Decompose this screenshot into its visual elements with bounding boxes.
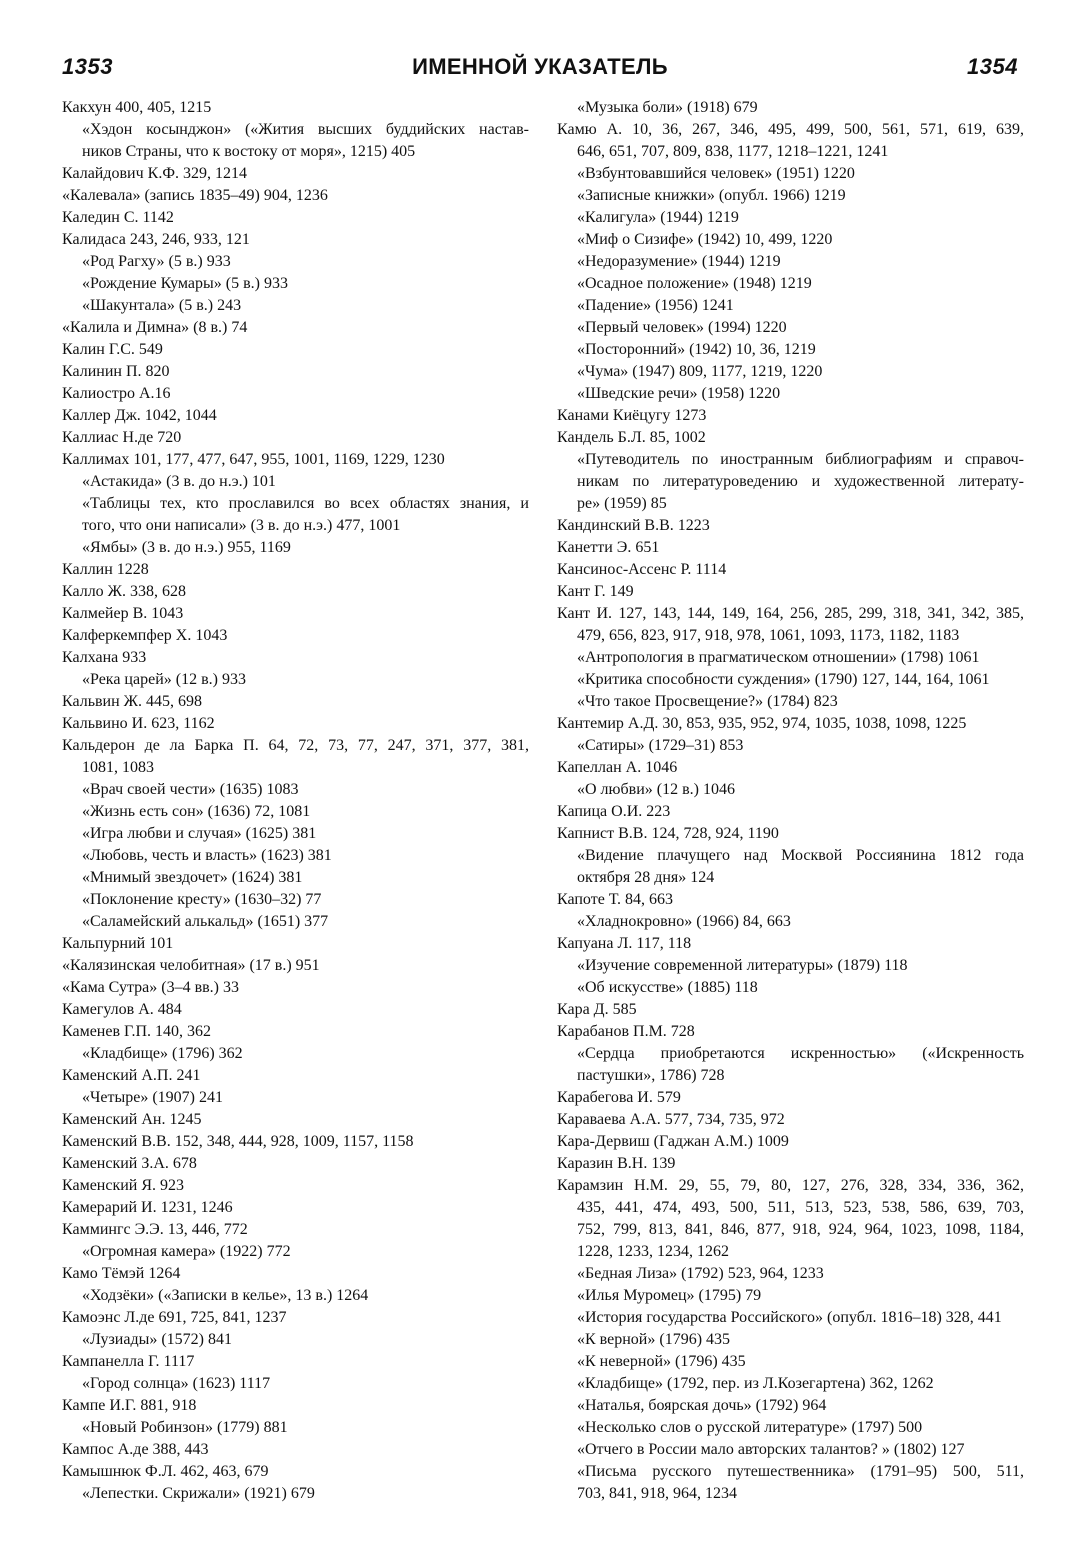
index-subentry: «Река царей» (12 в.) 933	[82, 671, 246, 688]
index-entry: Каллин 1228	[62, 561, 149, 578]
index-entry: Кампос А.де 388, 443	[62, 1441, 209, 1458]
index-continuation: 479, 656, 823, 917, 918, 978, 1061, 1093, 1173, 1182, 1183	[577, 627, 960, 644]
index-subentry: «Рождение Кумары» (5 в.) 933	[82, 275, 288, 292]
index-subentry: «Чума» (1947) 809, 1177, 1219, 1220	[577, 363, 823, 380]
index-continuation: пастушки», 1786) 728	[577, 1067, 725, 1084]
index-entry: Кара-Дервиш (Гаджан А.М.) 1009	[557, 1133, 789, 1150]
index-subentry: «Саламейский алькальд» (1651) 377	[82, 913, 329, 930]
index-entry: Канами Киёцугу 1273	[557, 407, 707, 424]
index-entry: Кампе И.Г. 881, 918	[62, 1397, 197, 1414]
right-page-number: 1354	[967, 54, 1018, 79]
index-entry: Камю А. 10, 36, 267, 346, 495, 499, 500, 561, 571, 619, 639,	[557, 121, 1024, 138]
index-subentry: «Четыре» (1907) 241	[82, 1089, 223, 1106]
index-subentry: «К неверной» (1796) 435	[577, 1353, 746, 1370]
index-entry: Каменский Я. 923	[62, 1177, 185, 1194]
index-subentry: «Падение» (1956) 1241	[577, 297, 734, 314]
index-subentry: «Любовь, честь и власть» (1623) 381	[82, 847, 332, 864]
index-entry: Каллер Дж. 1042, 1044	[62, 407, 217, 424]
index-entry: Камегулов А. 484	[62, 1001, 182, 1018]
index-entry: Канетти Э. 651	[557, 539, 660, 556]
index-entry: Каллиас Н.де 720	[62, 429, 182, 446]
index-entry: Калиостро А.16	[62, 385, 171, 402]
index-subentry: «Об искусстве» (1885) 118	[577, 979, 758, 996]
index-entry: Камерарий И. 1231, 1246	[62, 1199, 233, 1216]
index-entry: Камоэнс Л.де 691, 725, 841, 1237	[62, 1309, 287, 1326]
index-entry: Калинин П. 820	[62, 363, 170, 380]
index-subentry: «Огромная камера» (1922) 772	[82, 1243, 291, 1260]
index-continuation: никам по литературоведению и художественной литерату-	[577, 473, 1024, 490]
index-entry: «Калевала» (запись 1835–49) 904, 1236	[62, 187, 328, 204]
index-entry: Кансинос-Ассенс Р. 1114	[557, 561, 727, 578]
page-header	[0, 54, 1080, 90]
index-continuation: 1228, 1233, 1234, 1262	[577, 1243, 729, 1260]
index-entry: Карабегова И. 579	[557, 1089, 681, 1106]
index-subentry: «Сердца приобретаются искренностью» («Искренность	[577, 1045, 1024, 1062]
index-entry: Каммингс Э.Э. 13, 446, 772	[62, 1221, 248, 1238]
left-page-number: 1353	[62, 54, 113, 79]
index-entry: «Калязинская челобитная» (17 в.) 951	[62, 957, 320, 974]
index-entry: «Кама Сутра» (3–4 вв.) 33	[62, 979, 240, 996]
index-continuation: 646, 651, 707, 809, 838, 1177, 1218–1221, 1241	[577, 143, 889, 160]
index-entry: Кантемир А.Д. 30, 853, 935, 952, 974, 1035, 1038, 1098, 1225	[557, 715, 967, 732]
index-entry: Капоте Т. 84, 663	[557, 891, 673, 908]
index-continuation: ников Страны, что к востоку от моря», 1215) 405	[82, 143, 416, 160]
index-entry: Кант Г. 149	[557, 583, 634, 600]
index-entry: Камышнюк Ф.Л. 462, 463, 679	[62, 1463, 269, 1480]
index-subentry: «Первый человек» (1994) 1220	[577, 319, 787, 336]
index-subentry: «Путеводитель по иностранным библиографиям и справоч-	[577, 451, 1024, 468]
index-entry: Каменский А.П. 241	[62, 1067, 201, 1084]
index-entry: Каменский В.В. 152, 348, 444, 928, 1009, 1157, 1158	[62, 1133, 414, 1150]
index-continuation: октября 28 дня» 124	[577, 869, 715, 886]
index-entry: Каменский З.А. 678	[62, 1155, 197, 1172]
left-column	[62, 97, 529, 1505]
index-entry: Кальдерон де ла Барка П. 64, 72, 73, 77, 247, 371, 377, 381,	[62, 737, 529, 754]
index-subentry: «Миф о Сизифе» (1942) 10, 499, 1220	[577, 231, 833, 248]
right-column	[557, 97, 1024, 1505]
index-subentry: «К верной» (1796) 435	[577, 1331, 731, 1348]
index-entry: Калхана 933	[62, 649, 147, 666]
index-subentry: «Что такое Просвещение?» (1784) 823	[577, 693, 838, 710]
index-continuation: того, что они написали» (3 в. до н.э.) 477, 1001	[82, 517, 401, 534]
index-entry: Капуана Л. 117, 118	[557, 935, 692, 952]
index-entry: Кара Д. 585	[557, 1001, 637, 1018]
index-subentry: «Видение плачущего над Москвой Россиянина 1812 года	[577, 847, 1024, 864]
index-subentry: «Шакунтала» (5 в.) 243	[82, 297, 242, 314]
index-entry: Кандель Б.Л. 85, 1002	[557, 429, 706, 446]
index-subentry: «Лузиады» (1572) 841	[82, 1331, 232, 1348]
index-entry: Карамзин Н.М. 29, 55, 79, 80, 127, 276, 328, 334, 336, 362,	[557, 1177, 1024, 1194]
index-entry: Капнист В.В. 124, 728, 924, 1190	[557, 825, 779, 842]
index-entry: Калайдович К.Ф. 329, 1214	[62, 165, 247, 182]
index-entry: Калмейер В. 1043	[62, 605, 184, 622]
index-entry: Калидаса 243, 246, 933, 121	[62, 231, 250, 248]
index-entry: Кальвино И. 623, 1162	[62, 715, 215, 732]
index-subentry: «Посторонний» (1942) 10, 36, 1219	[577, 341, 816, 358]
index-subentry: «Жизнь есть сон» (1636) 72, 1081	[82, 803, 311, 820]
index-subentry: «О любви» (12 в.) 1046	[577, 781, 735, 798]
index-entry: Каллимах 101, 177, 477, 647, 955, 1001, 1169, 1229, 1230	[62, 451, 445, 468]
index-subentry: «Кладбище» (1792, пер. из Л.Козегартена) 362, 1262	[577, 1375, 934, 1392]
index-subentry: «Калигула» (1944) 1219	[577, 209, 739, 226]
index-subentry: «Музыка боли» (1918) 679	[577, 99, 758, 116]
index-subentry: «Записные книжки» (опубл. 1966) 1219	[577, 187, 846, 204]
index-subentry: «Хэдон косынджон» («Жития высших буддийских настав-	[82, 121, 529, 138]
index-subentry: «Илья Муромец» (1795) 79	[577, 1287, 762, 1304]
index-entry: Калин Г.С. 549	[62, 341, 163, 358]
index-continuation: 435, 441, 474, 493, 500, 511, 513, 523, 538, 586, 639, 703,	[577, 1199, 1024, 1216]
index-subentry: «Таблицы тех, кто прославился во всех областях знания, и	[82, 495, 529, 512]
index-subentry: «Игра любви и случая» (1625) 381	[82, 825, 317, 842]
index-entry: Калло Ж. 338, 628	[62, 583, 187, 600]
index-entry: Какхун 400, 405, 1215	[62, 99, 212, 116]
index-entry: Кампанелла Г. 1117	[62, 1353, 195, 1370]
index-subentry: «Антропология в прагматическом отношении» (1798) 1061	[577, 649, 980, 666]
index-entry: «Калила и Димна» (8 в.) 74	[62, 319, 248, 336]
index-continuation: 1081, 1083	[82, 759, 154, 776]
index-entry: Каразин В.Н. 139	[557, 1155, 676, 1172]
index-subentry: «Астакида» (3 в. до н.э.) 101	[82, 473, 276, 490]
index-subentry: «Город солнца» (1623) 1117	[82, 1375, 271, 1392]
index-subentry: «Врач своей чести» (1635) 1083	[82, 781, 299, 798]
index-entry: Караваева А.А. 577, 734, 735, 972	[557, 1111, 785, 1128]
index-entry: Каледин С. 1142	[62, 209, 174, 226]
index-subentry: «Бедная Лиза» (1792) 523, 964, 1233	[577, 1265, 824, 1282]
index-entry: Капеллан А. 1046	[557, 759, 678, 776]
index-subentry: «Ходзёки» («Записки в келье», 13 в.) 1264	[82, 1287, 369, 1304]
index-subentry: «Наталья, боярская дочь» (1792) 964	[577, 1397, 827, 1414]
index-entry: Кант И. 127, 143, 144, 149, 164, 256, 285, 299, 318, 341, 342, 385,	[557, 605, 1024, 622]
index-subentry: «Осадное положение» (1948) 1219	[577, 275, 812, 292]
index-entry: Каменев Г.П. 140, 362	[62, 1023, 212, 1040]
index-subentry: «Взбунтовавшийся человек» (1951) 1220	[577, 165, 855, 182]
index-entry: Каменский Ан. 1245	[62, 1111, 202, 1128]
index-entry: Карабанов П.М. 728	[557, 1023, 695, 1040]
index-subentry: «Поклонение кресту» (1630–32) 77	[82, 891, 322, 908]
index-subentry: «Кладбище» (1796) 362	[82, 1045, 243, 1062]
index-subentry: «Хладнокровно» (1966) 84, 663	[577, 913, 791, 930]
index-continuation: 703, 841, 918, 964, 1234	[577, 1485, 737, 1502]
index-subentry: «История государства Российского» (опубл. 1816–18) 328, 441	[577, 1309, 1002, 1326]
index-subentry: «Недоразумение» (1944) 1219	[577, 253, 781, 270]
index-subentry: «Критика способности суждения» (1790) 127, 144, 164, 1061	[577, 671, 990, 688]
index-subentry: «Сатиры» (1729–31) 853	[577, 737, 744, 754]
index-subentry: «Мнимый звездочет» (1624) 381	[82, 869, 303, 886]
index-subentry: «Отчего в России мало авторских талантов? » (1802) 127	[577, 1441, 965, 1458]
index-entry: Кандинский В.В. 1223	[557, 517, 710, 534]
index-entry: Кальпурний 101	[62, 935, 174, 952]
index-subentry: «Несколько слов о русской литературе» (1797) 500	[577, 1419, 923, 1436]
index-entry: Кальвин Ж. 445, 698	[62, 693, 202, 710]
index-subentry: «Ямбы» (3 в. до н.э.) 955, 1169	[82, 539, 291, 556]
index-entry: Капица О.И. 223	[557, 803, 671, 820]
index-subentry: «Изучение современной литературы» (1879) 118	[577, 957, 908, 974]
index-subentry: «Письма русского путешественника» (1791–95) 500, 511,	[577, 1463, 1024, 1480]
index-continuation: ре» (1959) 85	[577, 495, 667, 512]
index-subentry: «Новый Робинзон» (1779) 881	[82, 1419, 288, 1436]
index-subentry: «Шведские речи» (1958) 1220	[577, 385, 781, 402]
running-title: ИМЕННОЙ УКАЗАТЕЛЬ	[412, 54, 668, 79]
index-subentry: «Род Рагху» (5 в.) 933	[82, 253, 231, 270]
index-continuation: 752, 799, 813, 841, 846, 877, 918, 924, 964, 1023, 1098, 1184,	[577, 1221, 1024, 1238]
index-entry: Камо Тёмэй 1264	[62, 1265, 181, 1282]
index-subentry: «Лепестки. Скрижали» (1921) 679	[82, 1485, 315, 1502]
index-entry: Калферкемпфер Х. 1043	[62, 627, 228, 644]
